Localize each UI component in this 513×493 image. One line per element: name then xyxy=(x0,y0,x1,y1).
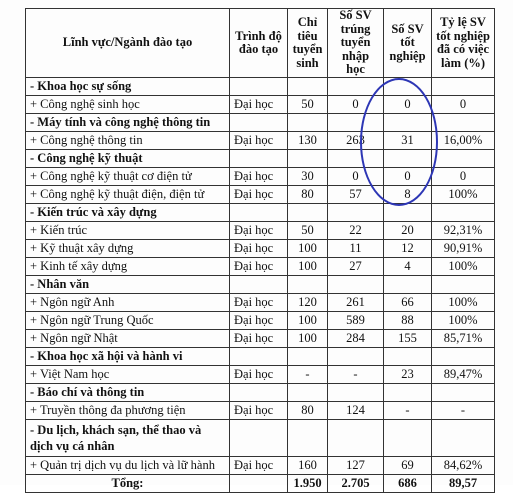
quota-cell: 160 xyxy=(288,457,328,475)
group-row xyxy=(26,348,495,366)
empty-cell xyxy=(432,114,495,132)
admitted-cell: 57 xyxy=(328,186,384,204)
empty-cell xyxy=(432,276,495,294)
level-cell: Đại học xyxy=(230,222,288,240)
empty-cell xyxy=(432,348,495,366)
header-quota: Chỉ tiêu tuyển sinh xyxy=(288,9,328,78)
quota-cell: 120 xyxy=(288,294,328,312)
quota-cell: 80 xyxy=(288,186,328,204)
rate-cell: 89,47% xyxy=(432,366,495,384)
empty-cell xyxy=(230,114,288,132)
empty-cell xyxy=(432,150,495,168)
graduated-cell: 20 xyxy=(384,222,432,240)
group-label: - Khoa học xã hội và hành vi xyxy=(26,348,230,366)
rate-cell: 85,71% xyxy=(432,330,495,348)
group-row xyxy=(26,384,495,402)
admitted-cell: 263 xyxy=(328,132,384,150)
graduate-statistics-table xyxy=(25,8,495,493)
major-label: + Công nghệ thông tin xyxy=(26,132,230,150)
major-label: + Công nghệ sinh học xyxy=(26,96,230,114)
empty-cell xyxy=(288,114,328,132)
empty-cell xyxy=(230,204,288,222)
empty-cell xyxy=(288,384,328,402)
level-cell: Đại học xyxy=(230,258,288,276)
group-label: - Công nghệ kỹ thuật xyxy=(26,150,230,168)
quota-cell: 100 xyxy=(288,330,328,348)
empty-cell xyxy=(328,78,384,96)
quota-cell: 50 xyxy=(288,222,328,240)
major-label: + Ngôn ngữ Anh xyxy=(26,294,230,312)
major-label: + Công nghệ kỹ thuật điện, điện tử xyxy=(26,186,230,204)
group-row xyxy=(26,78,495,96)
level-cell: Đại học xyxy=(230,240,288,258)
table-row xyxy=(26,457,495,475)
major-label: + Quản trị dịch vụ du lịch và lữ hành xyxy=(26,457,230,475)
table-row xyxy=(26,312,495,330)
empty-cell xyxy=(432,204,495,222)
level-cell: Đại học xyxy=(230,312,288,330)
graduated-cell: 8 xyxy=(384,186,432,204)
major-label: + Ngôn ngữ Nhật xyxy=(26,330,230,348)
empty-cell xyxy=(384,276,432,294)
rate-cell: - xyxy=(432,402,495,420)
admitted-cell: - xyxy=(328,366,384,384)
total-graduated: 686 xyxy=(384,475,432,493)
empty-cell xyxy=(288,420,328,457)
empty-cell xyxy=(230,150,288,168)
empty-cell xyxy=(384,150,432,168)
graduated-cell: 88 xyxy=(384,312,432,330)
empty-cell xyxy=(288,276,328,294)
empty-cell xyxy=(328,384,384,402)
quota-cell: 50 xyxy=(288,96,328,114)
group-label: - Kiến trúc và xây dựng xyxy=(26,204,230,222)
table-row xyxy=(26,168,495,186)
level-cell: Đại học xyxy=(230,186,288,204)
major-label: + Việt Nam học xyxy=(26,366,230,384)
table-row xyxy=(26,240,495,258)
total-quota: 1.950 xyxy=(288,475,328,493)
quota-cell: 80 xyxy=(288,402,328,420)
level-cell: Đại học xyxy=(230,366,288,384)
empty-cell xyxy=(432,78,495,96)
admitted-cell: 27 xyxy=(328,258,384,276)
major-label: + Truyền thông đa phương tiện xyxy=(26,402,230,420)
graduated-cell: 155 xyxy=(384,330,432,348)
graduated-cell: 66 xyxy=(384,294,432,312)
header-level: Trình độ đào tạo xyxy=(230,9,288,78)
group-label: - Máy tính và công nghệ thông tin xyxy=(26,114,230,132)
group-row xyxy=(26,204,495,222)
admitted-cell: 589 xyxy=(328,312,384,330)
total-rate: 89,57 xyxy=(432,475,495,493)
graduated-cell: 23 xyxy=(384,366,432,384)
admitted-cell: 0 xyxy=(328,96,384,114)
group-label: - Báo chí và thông tin xyxy=(26,384,230,402)
graduated-cell: 0 xyxy=(384,168,432,186)
rate-cell: 100% xyxy=(432,186,495,204)
admitted-cell: 0 xyxy=(328,168,384,186)
empty-cell xyxy=(432,420,495,457)
table-body xyxy=(26,78,495,475)
empty-cell xyxy=(230,420,288,457)
graduated-cell: 4 xyxy=(384,258,432,276)
empty-cell xyxy=(432,384,495,402)
level-cell: Đại học xyxy=(230,330,288,348)
admitted-cell: 261 xyxy=(328,294,384,312)
quota-cell: 130 xyxy=(288,132,328,150)
quota-cell: 100 xyxy=(288,258,328,276)
rate-cell: 84,62% xyxy=(432,457,495,475)
level-cell: Đại học xyxy=(230,132,288,150)
table-row xyxy=(26,222,495,240)
header-graduated: Số SV tốt nghiệp xyxy=(384,9,432,78)
rate-cell: 0 xyxy=(432,168,495,186)
group-label: - Nhân văn xyxy=(26,276,230,294)
rate-cell: 100% xyxy=(432,312,495,330)
header-admitted: Số SV trúng tuyển nhập học xyxy=(328,9,384,78)
quota-cell: 100 xyxy=(288,312,328,330)
graduated-cell: - xyxy=(384,402,432,420)
quota-cell: 100 xyxy=(288,240,328,258)
rate-cell: 0 xyxy=(432,96,495,114)
quota-cell: - xyxy=(288,366,328,384)
empty-cell xyxy=(384,204,432,222)
level-cell: Đại học xyxy=(230,168,288,186)
graduated-cell: 69 xyxy=(384,457,432,475)
group-row xyxy=(26,276,495,294)
header-field: Lĩnh vực/Ngành đào tạo xyxy=(26,9,230,78)
empty-cell xyxy=(328,204,384,222)
empty-cell xyxy=(328,150,384,168)
major-label: + Công nghệ kỹ thuật cơ điện tử xyxy=(26,168,230,186)
rate-cell: 92,31% xyxy=(432,222,495,240)
group-row xyxy=(26,420,495,457)
table-row xyxy=(26,330,495,348)
rate-cell: 100% xyxy=(432,294,495,312)
major-label: + Ngôn ngữ Trung Quốc xyxy=(26,312,230,330)
admitted-cell: 124 xyxy=(328,402,384,420)
empty-cell xyxy=(230,276,288,294)
graduated-cell: 31 xyxy=(384,132,432,150)
table-row xyxy=(26,294,495,312)
empty-cell xyxy=(288,78,328,96)
table-row xyxy=(26,402,495,420)
group-label: - Du lịch, khách sạn, thể thao và dịch vụ cá nhân xyxy=(26,420,230,457)
total-row xyxy=(26,475,495,493)
rate-cell: 16,00% xyxy=(432,132,495,150)
empty-cell xyxy=(384,114,432,132)
table-row xyxy=(26,258,495,276)
header-row xyxy=(26,9,495,78)
empty-cell xyxy=(288,204,328,222)
empty-cell xyxy=(384,384,432,402)
total-label: Tổng: xyxy=(26,475,230,493)
admitted-cell: 11 xyxy=(328,240,384,258)
table-row xyxy=(26,186,495,204)
table-row xyxy=(26,96,495,114)
empty-cell xyxy=(288,348,328,366)
empty-cell xyxy=(384,348,432,366)
quota-cell: 30 xyxy=(288,168,328,186)
group-row xyxy=(26,114,495,132)
level-cell: Đại học xyxy=(230,457,288,475)
rate-cell: 100% xyxy=(432,258,495,276)
level-cell: Đại học xyxy=(230,294,288,312)
empty-cell xyxy=(288,150,328,168)
empty-cell xyxy=(328,420,384,457)
admitted-cell: 284 xyxy=(328,330,384,348)
level-cell: Đại học xyxy=(230,96,288,114)
empty-cell xyxy=(328,348,384,366)
empty-cell xyxy=(384,78,432,96)
rate-cell: 90,91% xyxy=(432,240,495,258)
group-row xyxy=(26,150,495,168)
empty-cell xyxy=(328,114,384,132)
major-label: + Kỹ thuật xây dựng xyxy=(26,240,230,258)
empty-cell xyxy=(230,348,288,366)
table-row xyxy=(26,132,495,150)
major-label: + Kiến trúc xyxy=(26,222,230,240)
table-row xyxy=(26,366,495,384)
empty-cell xyxy=(230,78,288,96)
admitted-cell: 127 xyxy=(328,457,384,475)
total-admitted: 2.705 xyxy=(328,475,384,493)
graduated-cell: 12 xyxy=(384,240,432,258)
total-level-cell xyxy=(230,475,288,493)
admitted-cell: 22 xyxy=(328,222,384,240)
level-cell: Đại học xyxy=(230,402,288,420)
empty-cell xyxy=(384,420,432,457)
major-label: + Kinh tế xây dựng xyxy=(26,258,230,276)
graduated-cell: 0 xyxy=(384,96,432,114)
group-label: - Khoa học sự sống xyxy=(26,78,230,96)
empty-cell xyxy=(328,276,384,294)
empty-cell xyxy=(230,384,288,402)
header-employment-rate: Tỷ lệ SV tốt nghiệp đã có việc làm (%) xyxy=(432,9,495,78)
